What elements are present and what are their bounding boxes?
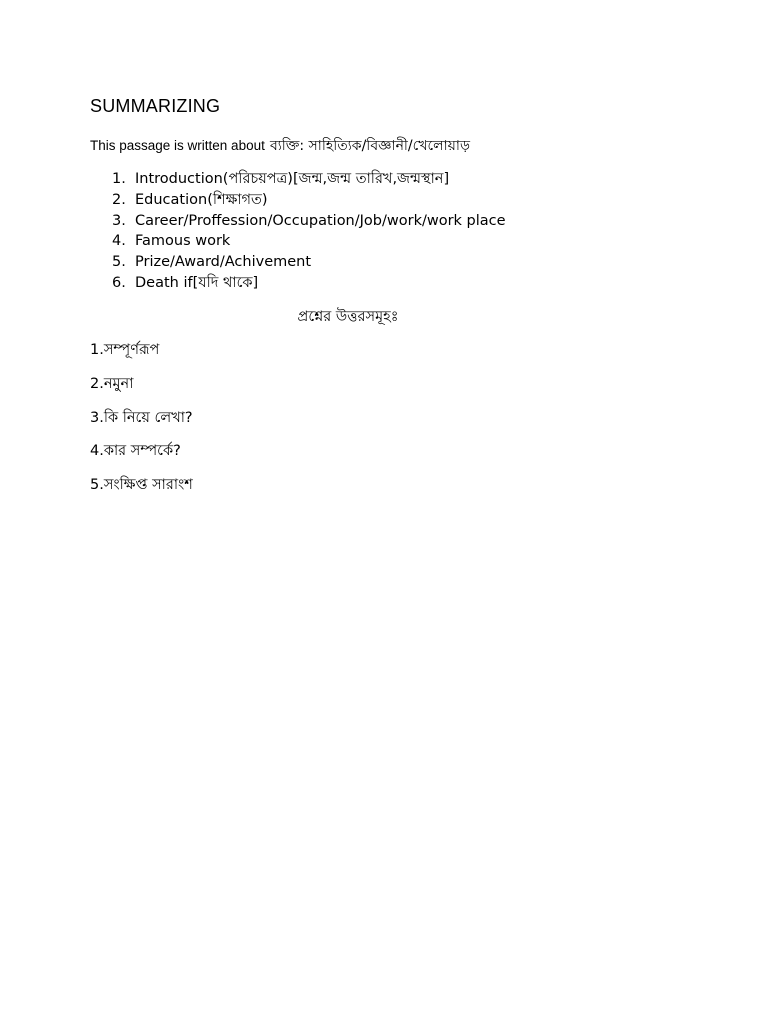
list-item [90,231,506,252]
list-item-text: Career/Proffession/Occupation/Job/work/work place [135,212,506,229]
list-item-text: Famous work [135,233,231,250]
list-item [90,169,506,190]
intro-tail: ব্যক্তি: সাহিত্যিক/বিজ্ঞানী/খেলোয়াড় [269,138,470,154]
list-item-text: Prize/Award/Achivement [135,254,312,271]
document-title: SUMMARIZING [90,96,221,116]
answer-item: 5.সংক্ষিপ্ত সারাংশ [90,477,193,493]
list-number: 2. [112,191,126,208]
summary-points-list [90,169,506,294]
list-item [90,252,506,273]
answer-item: 3.কি নিয়ে লেখা? [90,410,193,426]
intro-line [90,135,470,156]
list-item-text: Introduction(পরিচয়পত্র)[জন্ম,জন্ম তারিখ,জন্মস্থান] [135,171,450,187]
answer-item: 1.সম্পূর্ণরূপ [90,342,160,358]
list-number: 6. [112,274,126,291]
answers-heading: প্রশ্নের উত্তরসমূহঃ [297,309,399,325]
list-number: 5. [112,254,126,271]
list-item-text: Death if[যদি থাকে] [135,274,259,291]
list-item [90,211,506,232]
list-number: 3. [112,212,126,229]
intro-lead: This passage is written about [90,138,265,153]
answer-item: 4.কার সম্পর্কে? [90,443,181,459]
list-number: 1. [112,171,126,187]
list-item [90,273,506,294]
list-item [90,190,506,211]
answer-item: 2.নমুনা [90,376,134,392]
list-number: 4. [112,233,126,250]
list-item-text: Education(শিক্ষাগত) [135,191,268,208]
